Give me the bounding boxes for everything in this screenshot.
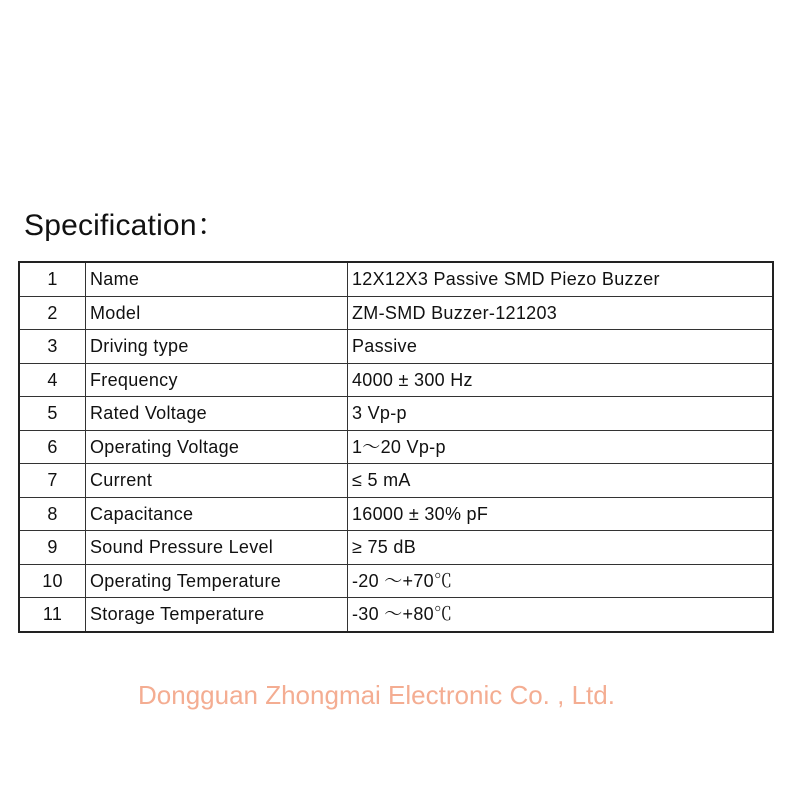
row-number: 8 bbox=[19, 497, 86, 531]
spec-value: ≤ 5 mA bbox=[348, 464, 774, 498]
table-row bbox=[19, 564, 773, 598]
specification-table bbox=[18, 261, 774, 633]
row-number: 10 bbox=[19, 564, 86, 598]
spec-name: Current bbox=[86, 464, 348, 498]
table-row bbox=[19, 363, 773, 397]
spec-name: Operating Voltage bbox=[86, 430, 348, 464]
spec-value: Passive bbox=[348, 330, 774, 364]
spec-value: ZM-SMD Buzzer-121203 bbox=[348, 296, 774, 330]
spec-name: Rated Voltage bbox=[86, 397, 348, 431]
row-number: 1 bbox=[19, 262, 86, 296]
row-number: 3 bbox=[19, 330, 86, 364]
table-row bbox=[19, 531, 773, 565]
table-row bbox=[19, 464, 773, 498]
row-number: 6 bbox=[19, 430, 86, 464]
spec-value: -20 ～+70℃ bbox=[348, 564, 774, 598]
spec-name: Sound Pressure Level bbox=[86, 531, 348, 565]
spec-name: Name bbox=[86, 262, 348, 296]
row-number: 11 bbox=[19, 598, 86, 632]
company-watermark: Dongguan Zhongmai Electronic Co. , Ltd. bbox=[138, 680, 615, 710]
row-number: 5 bbox=[19, 397, 86, 431]
row-number: 4 bbox=[19, 363, 86, 397]
table-row bbox=[19, 397, 773, 431]
table-row bbox=[19, 598, 773, 632]
spec-name: Frequency bbox=[86, 363, 348, 397]
table-row bbox=[19, 262, 773, 296]
spec-value: 3 Vp-p bbox=[348, 397, 774, 431]
table-row bbox=[19, 296, 773, 330]
row-number: 9 bbox=[19, 531, 86, 565]
spec-name: Model bbox=[86, 296, 348, 330]
spec-name: Capacitance bbox=[86, 497, 348, 531]
spec-value: ≥ 75 dB bbox=[348, 531, 774, 565]
row-number: 2 bbox=[19, 296, 86, 330]
table-row bbox=[19, 497, 773, 531]
spec-value: 12X12X3 Passive SMD Piezo Buzzer bbox=[348, 262, 774, 296]
table-row bbox=[19, 330, 773, 364]
spec-name: Operating Temperature bbox=[86, 564, 348, 598]
spec-value: 1～20 Vp-p bbox=[348, 430, 774, 464]
spec-value: 16000 ± 30% pF bbox=[348, 497, 774, 531]
spec-value: 4000 ± 300 Hz bbox=[348, 363, 774, 397]
spec-value: -30 ～+80℃ bbox=[348, 598, 774, 632]
page-title: Specification： bbox=[24, 209, 227, 242]
row-number: 7 bbox=[19, 464, 86, 498]
table-row bbox=[19, 430, 773, 464]
spec-name: Storage Temperature bbox=[86, 598, 348, 632]
spec-name: Driving type bbox=[86, 330, 348, 364]
